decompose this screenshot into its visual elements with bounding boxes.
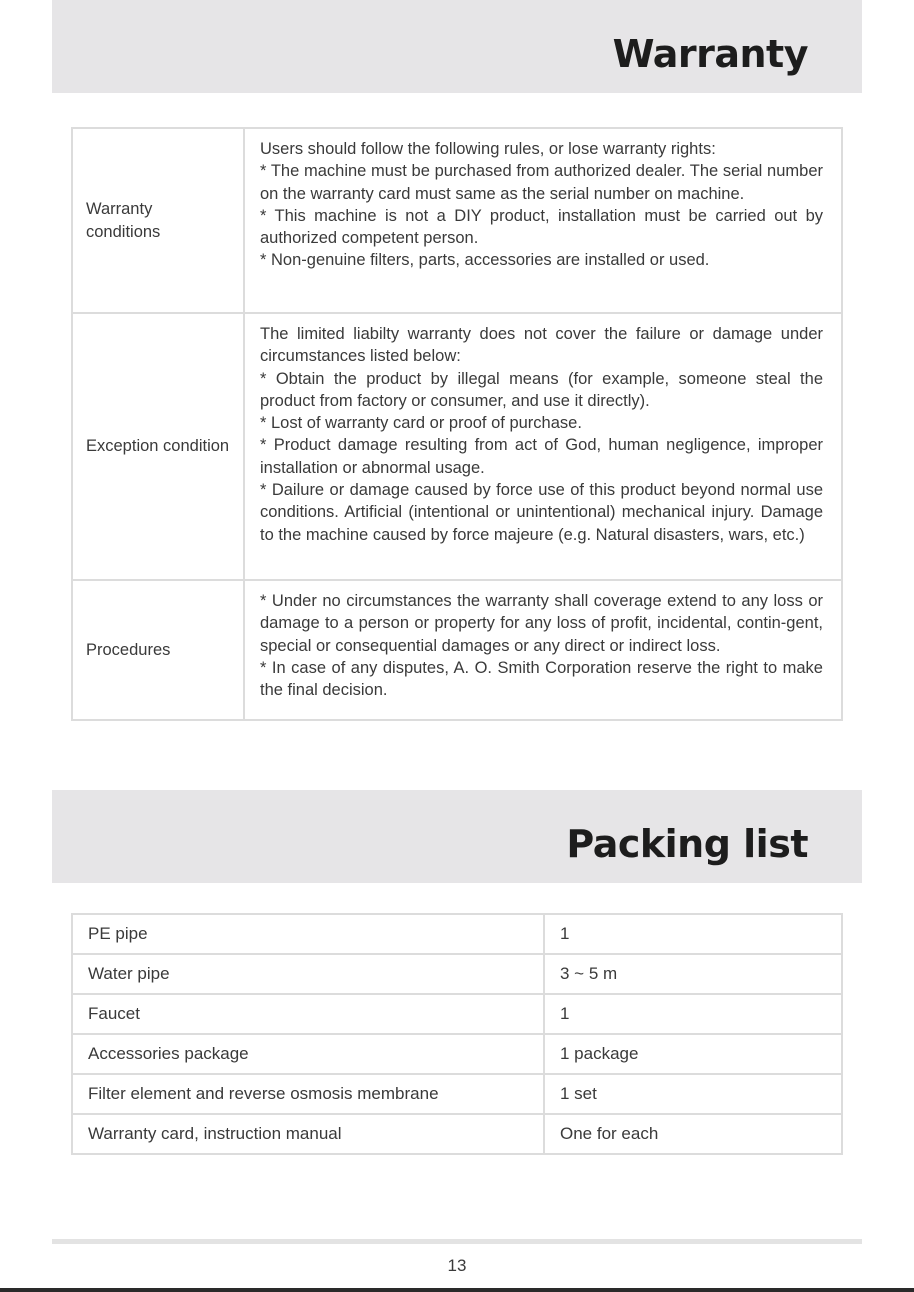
- table-row: [72, 1074, 842, 1114]
- warranty-row: [72, 313, 842, 580]
- table-row: [72, 1034, 842, 1074]
- content-line: * The machine must be purchased from authorized dealer. The serial number on the warranty card must same as the serial number on machine.: [260, 162, 823, 203]
- item-quantity: 1 set: [544, 1074, 842, 1114]
- exception-condition-label: Exception condition: [72, 313, 244, 580]
- packing-list-table: [71, 913, 843, 1155]
- packing-list-header-banner: [52, 790, 862, 883]
- warranty-header-banner: [52, 0, 862, 93]
- item-name: Accessories package: [72, 1034, 544, 1074]
- exception-condition-content: [244, 313, 842, 580]
- table-row: [72, 1114, 842, 1154]
- item-name: PE pipe: [72, 914, 544, 954]
- content-line: Users should follow the following rules, or lose warranty rights:: [260, 140, 716, 158]
- content-line: * Product damage resulting from act of God, human negligence, improper installation or abnormal usage.: [260, 436, 823, 477]
- content-line: * In case of any disputes, A. O. Smith Corporation reserve the right to make the final decision.: [260, 658, 823, 700]
- item-quantity: 1: [544, 914, 842, 954]
- warranty-conditions-label: Warranty conditions: [72, 128, 244, 313]
- item-name: Warranty card, instruction manual: [72, 1114, 544, 1154]
- content-line: * Non-genuine filters, parts, accessories are installed or used.: [260, 251, 710, 270]
- table-row: [72, 954, 842, 994]
- warranty-table: [71, 127, 843, 721]
- content-line: The limited liabilty warranty does not cover the failure or damage under circumstances listed below:: [260, 325, 823, 366]
- content-line: * Obtain the product by illegal means (for example, someone steal the product from factory or consumer, and use it directly).: [260, 369, 823, 410]
- item-quantity: 1 package: [544, 1034, 842, 1074]
- procedures-label: Procedures: [72, 580, 244, 720]
- page-number: 13: [447, 1256, 467, 1275]
- table-row: [72, 914, 842, 954]
- item-name: Filter element and reverse osmosis membrane: [72, 1074, 544, 1114]
- procedures-content: [244, 580, 842, 720]
- warranty-title: Warranty: [612, 32, 808, 76]
- footer-divider: [52, 1239, 862, 1244]
- warranty-conditions-content: [244, 128, 842, 313]
- warranty-row: [72, 128, 842, 313]
- item-quantity: 1: [544, 994, 842, 1034]
- packing-list-title: Packing list: [566, 822, 808, 866]
- table-row: [72, 994, 842, 1034]
- warranty-row: [72, 580, 842, 720]
- content-line: * Dailure or damage caused by force use of this product beyond normal use conditions. Artificial (intentional or unintentional) mechanical injury. Damage to the machine caused by force majeure (e.g. Natural disasters, wars, etc.): [260, 481, 823, 544]
- item-name: Faucet: [72, 994, 544, 1034]
- item-name: Water pipe: [72, 954, 544, 994]
- item-quantity: 3 ~ 5 m: [544, 954, 842, 994]
- page-bottom-edge: [0, 1288, 914, 1292]
- content-line: * This machine is not a DIY product, installation must be carried out by authorized competent person.: [260, 206, 823, 248]
- content-line: * Under no circumstances the warranty shall coverage extend to any loss or damage to a person or property for any loss of profit, incidental, contin-gent, special or consequential damages or any direct or indirect loss.: [260, 592, 823, 655]
- item-quantity: One for each: [544, 1114, 842, 1154]
- content-line: * Lost of warranty card or proof of purchase.: [260, 414, 582, 433]
